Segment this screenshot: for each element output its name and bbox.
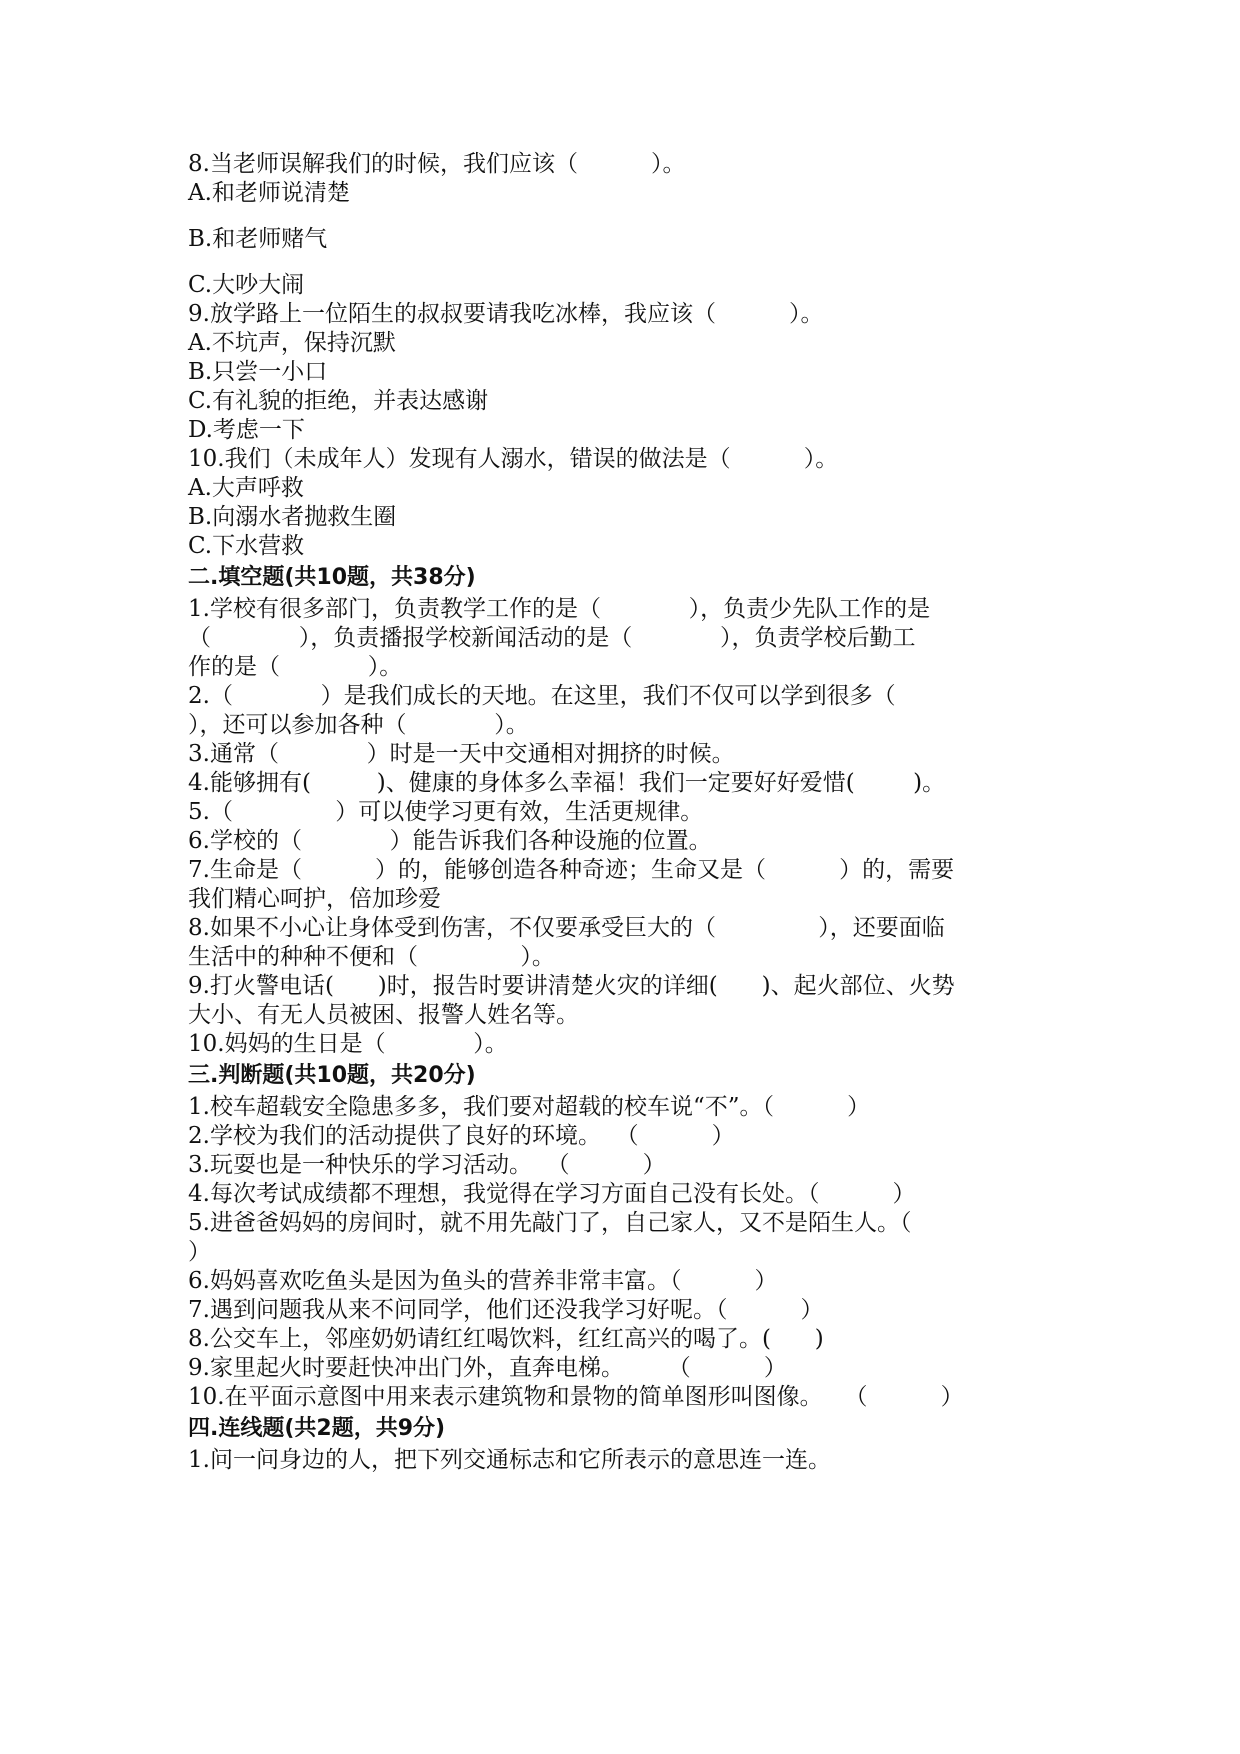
text-line: 10.妈妈的生日是（ ）。 (188, 1031, 508, 1057)
text-line: （ ），负责播报学校新闻活动的是（ ），负责学校后勤工 (188, 625, 916, 651)
text-line: 5.（ ）可以使学习更有效，生活更规律。 (188, 799, 704, 825)
text-line: 2.（ ）是我们成长的天地。在这里，我们不仅可以学到很多（ (188, 683, 896, 709)
text-line: 6.学校的（ ）能告诉我们各种设施的位置。 (188, 828, 712, 854)
option-b: B.和老师赌气 (188, 226, 328, 252)
text-line: 8.如果不小心让身体受到伤害，不仅要承受巨大的（ ），还要面临 (188, 915, 945, 941)
text-line: 7.遇到问题我从来不问同学，他们还没我学习好呢。（ ） (188, 1297, 824, 1323)
section-heading-matching: 四.连线题(共2题，共9分) (188, 1416, 446, 1441)
question-9 (188, 300, 1068, 445)
option-a: A.和老师说清楚 (188, 180, 350, 206)
text-line: 4.每次考试成绩都不理想，我觉得在学习方面自己没有长处。（ ） (188, 1181, 916, 1207)
exam-content (188, 150, 1068, 1475)
text-line: 3.通常（ ）时是一天中交通相对拥挤的时候。 (188, 741, 735, 767)
option-c: C.大吵大闹 (188, 272, 305, 298)
text-line: 作的是（ ）。 (188, 654, 403, 680)
option-b: B.向溺水者抛救生圈 (188, 504, 397, 530)
text-line: 4.能够拥有( )、健康的身体多么幸福！我们一定要好好爱惜( )。 (188, 770, 946, 796)
text-line: 1.学校有很多部门，负责教学工作的是（ ），负责少先队工作的是 (188, 596, 931, 622)
text-line: 我们精心呵护，倍加珍爱 (188, 886, 441, 912)
text-line: 2.学校为我们的活动提供了良好的环境。 （ ） (188, 1123, 735, 1149)
option-a: A.不坑声，保持沉默 (188, 330, 396, 356)
question-stem: 9.放学路上一位陌生的叔叔要请我吃冰棒，我应该（ ）。 (188, 301, 824, 327)
section-heading-true-false: 三.判断题(共10题，共20分) (188, 1063, 476, 1088)
text-line: 大小、有无人员被困、报警人姓名等。 (188, 1002, 579, 1028)
matching-section (188, 1446, 1068, 1475)
text-line: 10.在平面示意图中用来表示建筑物和景物的简单图形叫图像。 （ ） (188, 1384, 964, 1410)
text-line: 9.家里起火时要赶快冲出门外，直奔电梯。 （ ） (188, 1355, 787, 1381)
text-line: 8.公交车上，邻座奶奶请红红喝饮料，红红高兴的喝了。( ) (188, 1326, 824, 1352)
text-line: 9.打火警电话( )时，报告时要讲清楚火灾的详细( )、起火部位、火势 (188, 973, 955, 999)
text-line: 7.生命是（ ）的，能够创造各种奇迹；生命又是（ ）的，需要 (188, 857, 955, 883)
option-b: B.只尝一小口 (188, 359, 328, 385)
text-line: 6.妈妈喜欢吃鱼头是因为鱼头的营养非常丰富。（ ） (188, 1268, 778, 1294)
text-line: 1.校车超载安全隐患多多，我们要对超载的校车说“不”。（ ） (188, 1094, 871, 1120)
question-10 (188, 445, 1068, 561)
true-false-section (188, 1093, 1068, 1412)
text-line: 生活中的种种不便和（ ）。 (188, 944, 555, 970)
fill-blank-section (188, 595, 1068, 1059)
section-heading-fill-blank: 二.填空题(共10题，共38分) (188, 565, 476, 590)
text-line: ），还可以参加各种（ ）。 (188, 712, 529, 738)
text-line: 1.问一问身边的人，把下列交通标志和它所表示的意思连一连。 (188, 1447, 831, 1473)
question-stem: 8.当老师误解我们的时候，我们应该（ ）。 (188, 151, 686, 177)
option-d: D.考虑一下 (188, 417, 305, 443)
option-c: C.下水营救 (188, 533, 305, 559)
option-a: A.大声呼救 (188, 475, 304, 501)
question-8 (188, 150, 1068, 300)
question-stem: 10.我们（未成年人）发现有人溺水，错误的做法是（ ）。 (188, 446, 839, 472)
option-c: C.有礼貌的拒绝，并表达感谢 (188, 388, 489, 414)
text-line: ） (188, 1239, 211, 1265)
text-line: 3.玩耍也是一种快乐的学习活动。 （ ） (188, 1152, 666, 1178)
text-line: 5.进爸爸妈妈的房间时，就不用先敲门了，自己家人，又不是陌生人。（ (188, 1210, 912, 1236)
